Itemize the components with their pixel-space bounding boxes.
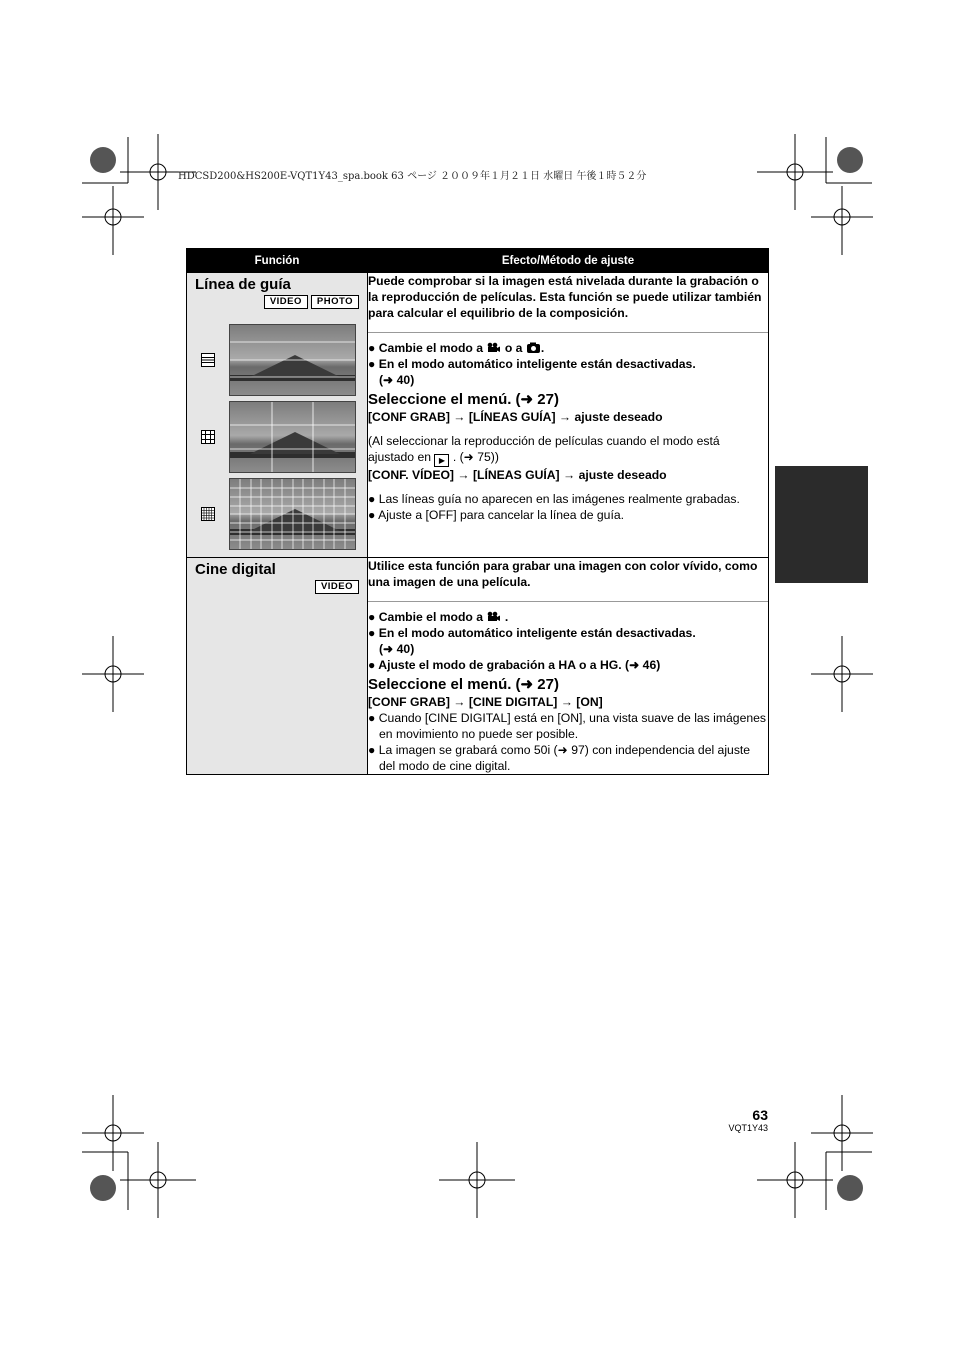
- row1-menu-path: [CONF GRAB] → [LÍNEAS GUÍA] → ajuste deseado: [368, 410, 663, 424]
- row2-condition-rec-mode: ● Ajuste el modo de grabación a HA o a HG. (➜ 46): [368, 658, 661, 672]
- guide-lines-grid-icon: [201, 507, 215, 521]
- row2-menu-path: [CONF GRAB] → [CINE DIGITAL] → [ON]: [368, 695, 603, 709]
- guide-preview-horizontal: [229, 324, 356, 396]
- row1-divider: [368, 332, 768, 333]
- header-function: Función: [187, 249, 368, 273]
- row1-cond2-text: En el modo automático inteligente están desactivadas.: [378, 357, 696, 371]
- guide-option-horizontal: [187, 324, 367, 396]
- row1-condition-mode: ● Cambie el modo a o a .: [368, 341, 545, 355]
- guide-option-thirds: [187, 401, 367, 473]
- row1-cond1-end: .: [540, 341, 545, 355]
- row1-cond1-or: o a: [504, 341, 523, 355]
- row1-note1-text: Las líneas guía no aparecen en las imágenes realmente grabadas.: [378, 492, 740, 506]
- motion-picture-mode-icon: [486, 611, 501, 622]
- row2-cond1-end: .: [504, 610, 509, 624]
- row2-menu-title: Seleccione el menú. (➜ 27): [368, 676, 559, 693]
- row2-function-cell: [187, 558, 368, 775]
- row1-note2-text: Ajuste a [OFF] para cancelar la línea de guía.: [378, 508, 624, 522]
- guide-lines-horizontal-icon: [201, 353, 215, 367]
- chapter-side-tab: [775, 466, 868, 583]
- row2-condition-auto: ● En el modo automático inteligente están desactivadas. (➜ 40): [368, 626, 696, 656]
- row1-menu-title: Seleccione el menú. (➜ 27): [368, 391, 559, 408]
- row1-playback-note: [368, 433, 768, 467]
- row2-cond1-text: Cambie el modo a: [378, 610, 484, 624]
- page-number: 63: [752, 1107, 768, 1123]
- row1-cond2-ref: (➜ 40): [379, 373, 415, 387]
- row1-playback-path: [CONF. VÍDEO] → [LÍNEAS GUÍA] → ajuste deseado: [368, 468, 667, 482]
- row2-note2: ● La imagen se grabará como 50i (➜ 97) con independencia del ajuste del modo de cine digital.: [368, 743, 751, 773]
- motion-picture-mode-icon: [486, 342, 501, 353]
- guide-lines-thirds-icon: [201, 430, 215, 444]
- row2-note1: ● Cuando [CINE DIGITAL] está en [ON], una vista suave de las imágenes en movimiento no puede ser posible.: [368, 711, 767, 741]
- row2-cond2-ref: (➜ 40): [379, 642, 415, 656]
- row1-condition-auto: ● En el modo automático inteligente están desactivadas. (➜ 40): [368, 357, 696, 387]
- row1-play-note-b: . (➜ 75)): [452, 450, 499, 464]
- row1-note1: ● Las líneas guía no aparecen en las imágenes realmente grabadas.: [368, 492, 740, 506]
- document-code: VQT1Y43: [728, 1123, 768, 1133]
- row2-note2-text: La imagen se grabará como 50i (➜ 97) con independencia del ajuste del modo de cine digital.: [378, 743, 751, 773]
- playback-mode-icon: ▶: [434, 454, 449, 467]
- row2-condition-mode: ● Cambie el modo a .: [368, 610, 509, 624]
- row-digital-cinema: [187, 558, 769, 775]
- row2-effect-cell: [368, 558, 769, 775]
- row1-intro: Puede comprobar si la imagen está nivelada durante la grabación o la reproducción de películas. Esta función se puede utilizar también para calcular el equilibrio de la composición.: [368, 274, 762, 320]
- photo-badge: PHOTO: [311, 295, 359, 309]
- row2-cond2-text: En el modo automático inteligente están desactivadas.: [378, 626, 696, 640]
- print-header: HDCSD200&HS200E-VQT1Y43_spa.book 63 ページ ２００９年１月２１日 水曜日 午後１時５２分: [178, 171, 647, 182]
- video-badge: VIDEO: [315, 580, 359, 594]
- row2-intro: Utilice esta función para grabar una imagen con color vívido, como una imagen de una película.: [368, 559, 758, 589]
- row1-note2: ● Ajuste a [OFF] para cancelar la línea de guía.: [368, 508, 624, 522]
- still-picture-mode-icon: [526, 342, 541, 353]
- row1-play-note-a: (Al seleccionar la reproducción de películas cuando el modo está ajustado en: [368, 434, 720, 464]
- row1-function-name: Línea de guía: [195, 276, 291, 293]
- guide-preview-fine-grid: [229, 478, 356, 550]
- guide-preview-thirds: [229, 401, 356, 473]
- guide-option-fine-grid: [187, 478, 367, 550]
- row2-note1-text: Cuando [CINE DIGITAL] está en [ON], una vista suave de las imágenes en movimiento no puede ser posible.: [378, 711, 767, 741]
- row1-function-cell: [187, 273, 368, 558]
- row2-divider: [368, 601, 768, 602]
- row2-cond3-text: Ajuste el modo de grabación a HA o a HG. (➜ 46): [378, 658, 661, 672]
- row2-function-name: Cine digital: [195, 561, 276, 578]
- function-table: [186, 248, 769, 775]
- header-effect: Efecto/Método de ajuste: [368, 249, 769, 273]
- row-guide-lines: [187, 273, 769, 558]
- row1-cond1-text: Cambie el modo a: [378, 341, 484, 355]
- video-badge: VIDEO: [264, 295, 308, 309]
- row1-effect-cell: [368, 273, 769, 558]
